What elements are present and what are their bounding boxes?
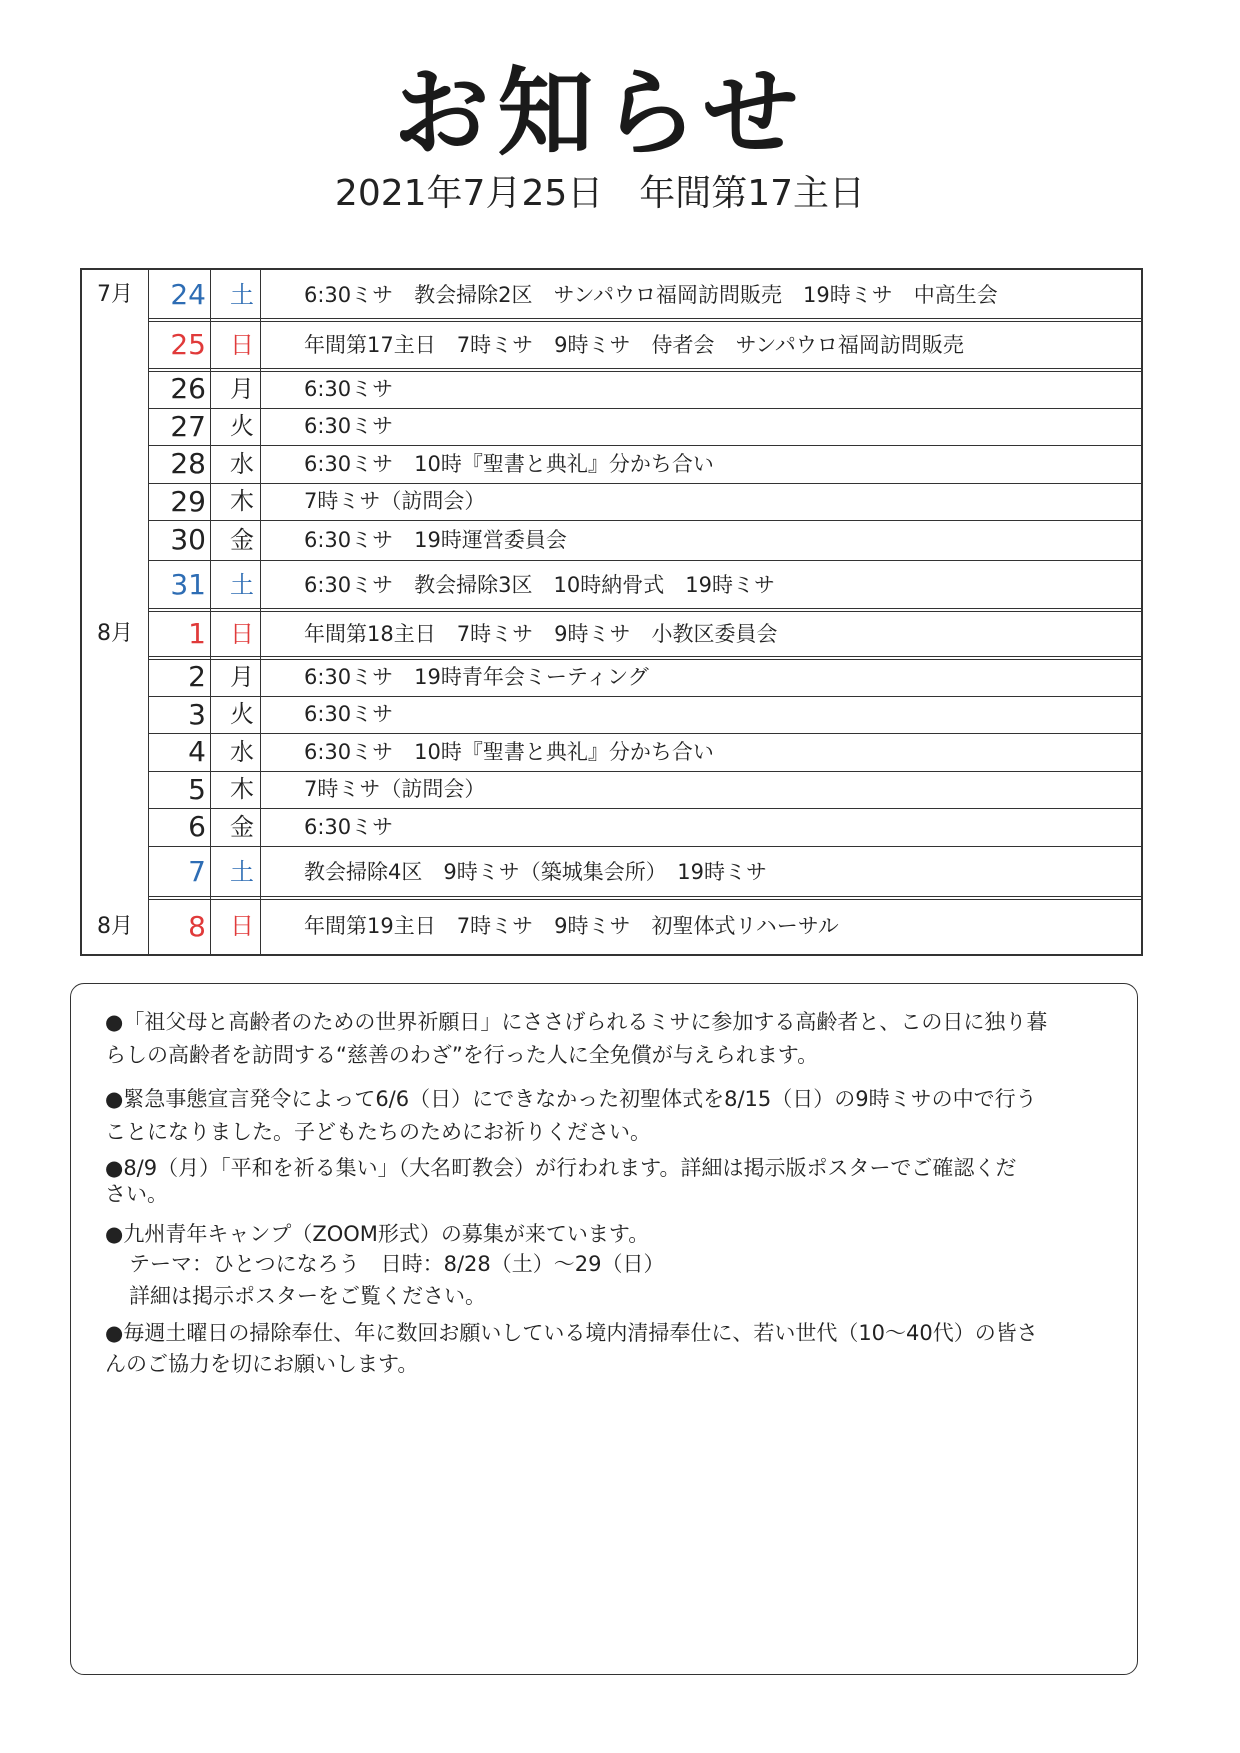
event-text: 6:30ミサ 教会掃除3区 10時納骨式 19時ミサ xyxy=(304,573,775,597)
schedule-row xyxy=(82,658,1141,696)
schedule-row xyxy=(82,408,1141,445)
day-number: 8 xyxy=(188,910,206,943)
month-label: 8月 xyxy=(97,621,133,646)
notice-line: 詳細は掲示ポスターをご覧ください。 xyxy=(129,1284,486,1308)
weekday-label: 日 xyxy=(230,620,254,648)
weekday-label: 木 xyxy=(230,775,254,803)
month-label xyxy=(82,483,148,520)
event-text: 6:30ミサ xyxy=(304,815,394,839)
day-number: 26 xyxy=(170,372,206,405)
month-label xyxy=(82,733,148,771)
event-text: 6:30ミサ 19時運営委員会 xyxy=(304,528,567,552)
notice-line: ●緊急事態宣言発令によって6/6（日）にできなかった初聖体式を8/15（日）の9時ミサの中で行う xyxy=(105,1087,1037,1111)
notice-line: テーマ：ひとつになろう 日時：8/28（土）～29（日） xyxy=(129,1252,665,1276)
weekday-label: 金 xyxy=(230,813,254,841)
month-label xyxy=(82,560,148,610)
weekday-label: 日 xyxy=(230,331,254,359)
month-label xyxy=(82,808,148,846)
month-label: 7月 xyxy=(97,282,133,307)
event-text: 6:30ミサ xyxy=(304,702,394,726)
notice-line: ●九州青年キャンプ（ZOOM形式）の募集が来ています。 xyxy=(105,1222,650,1246)
notice-line: んのご協力を切にお願いします。 xyxy=(105,1352,419,1376)
event-text: 6:30ミサ 教会掃除2区 サンパウロ福岡訪問販売 19時ミサ 中高生会 xyxy=(304,283,998,307)
event-text: 7時ミサ（訪問会） xyxy=(304,489,486,513)
page-subtitle: 2021年7月25日 年間第17主日 xyxy=(334,173,866,214)
weekday-label: 土 xyxy=(230,571,254,599)
weekday-label: 火 xyxy=(230,700,254,728)
notice-line: ことになりました。子どもたちのためにお祈りください。 xyxy=(105,1120,651,1144)
month-label: 8月 xyxy=(97,914,133,939)
day-number: 27 xyxy=(170,410,206,443)
day-number: 29 xyxy=(170,485,206,518)
weekday-label: 月 xyxy=(230,663,254,691)
schedule-row xyxy=(82,898,1141,955)
event-text: 6:30ミサ xyxy=(304,414,394,438)
schedule-row xyxy=(82,445,1141,483)
notice-line: さい。 xyxy=(105,1182,168,1206)
month-label xyxy=(82,696,148,733)
month-label xyxy=(82,846,148,898)
day-number: 24 xyxy=(170,278,206,311)
event-text: 年間第18主日 7時ミサ 9時ミサ 小教区委員会 xyxy=(304,622,778,646)
month-label xyxy=(82,320,148,370)
day-number: 2 xyxy=(188,660,206,693)
month-label xyxy=(82,520,148,560)
schedule-row xyxy=(82,846,1141,898)
notice-line: ●「祖父母と高齢者のための世界祈願日」にささげられるミサに参加する高齢者と、この日に独り暮 xyxy=(105,1010,1048,1034)
day-number: 25 xyxy=(170,328,206,361)
event-text: 6:30ミサ xyxy=(304,377,394,401)
event-text: 年間第19主日 7時ミサ 9時ミサ 初聖体式リハーサル xyxy=(304,914,839,938)
notice-box xyxy=(70,983,1138,1675)
schedule-row xyxy=(82,370,1141,408)
day-number: 30 xyxy=(170,523,206,556)
event-text: 6:30ミサ 19時青年会ミーティング xyxy=(304,665,649,689)
day-number: 4 xyxy=(188,735,206,768)
day-number: 7 xyxy=(188,855,206,888)
schedule-row xyxy=(82,320,1141,370)
day-number: 31 xyxy=(170,568,206,601)
schedule-row xyxy=(82,808,1141,846)
event-text: 7時ミサ（訪問会） xyxy=(304,777,486,801)
month-label xyxy=(82,445,148,483)
event-text: 6:30ミサ 10時『聖書と典礼』分かち合い xyxy=(304,452,714,476)
event-text: 6:30ミサ 10時『聖書と典礼』分かち合い xyxy=(304,740,714,764)
weekday-label: 月 xyxy=(230,375,254,403)
day-number: 28 xyxy=(170,447,206,480)
month-label xyxy=(82,408,148,445)
schedule-row xyxy=(82,696,1141,733)
event-text: 年間第17主日 7時ミサ 9時ミサ 侍者会 サンパウロ福岡訪問販売 xyxy=(304,333,964,357)
schedule-row xyxy=(82,610,1141,658)
notice-line: ●毎週土曜日の掃除奉仕、年に数回お願いしている境内清掃奉仕に、若い世代（10～40代）の皆さ xyxy=(105,1321,1038,1345)
weekday-label: 火 xyxy=(230,412,254,440)
month-label xyxy=(82,658,148,696)
weekday-label: 日 xyxy=(230,912,254,940)
event-text: 教会掃除4区 9時ミサ（築城集会所） 19時ミサ xyxy=(304,860,767,884)
schedule-row xyxy=(82,520,1141,560)
page-title: お知らせ xyxy=(393,57,807,169)
month-label xyxy=(82,771,148,808)
notice-line: ●8/9（月）「平和を祈る集い」（大名町教会）が行われます。詳細は掲示版ポスターでご確認くだ xyxy=(105,1156,1017,1180)
notice-line: らしの高齢者を訪問する“慈善のわざ”を行った人に全免償が与えられます。 xyxy=(105,1043,819,1067)
schedule-row xyxy=(82,560,1141,610)
weekday-label: 土 xyxy=(230,858,254,886)
day-number: 5 xyxy=(188,773,206,806)
weekday-label: 水 xyxy=(230,738,254,766)
day-number: 3 xyxy=(188,698,206,731)
weekday-label: 水 xyxy=(230,450,254,478)
weekday-label: 木 xyxy=(230,487,254,515)
weekday-label: 土 xyxy=(230,281,254,309)
day-number: 6 xyxy=(188,810,206,843)
day-number: 1 xyxy=(188,617,206,650)
schedule-row xyxy=(82,270,1141,320)
schedule-row xyxy=(82,771,1141,808)
month-label xyxy=(82,370,148,408)
weekday-label: 金 xyxy=(230,526,254,554)
schedule-table xyxy=(80,268,1143,956)
schedule-row xyxy=(82,483,1141,520)
schedule-row xyxy=(82,733,1141,771)
